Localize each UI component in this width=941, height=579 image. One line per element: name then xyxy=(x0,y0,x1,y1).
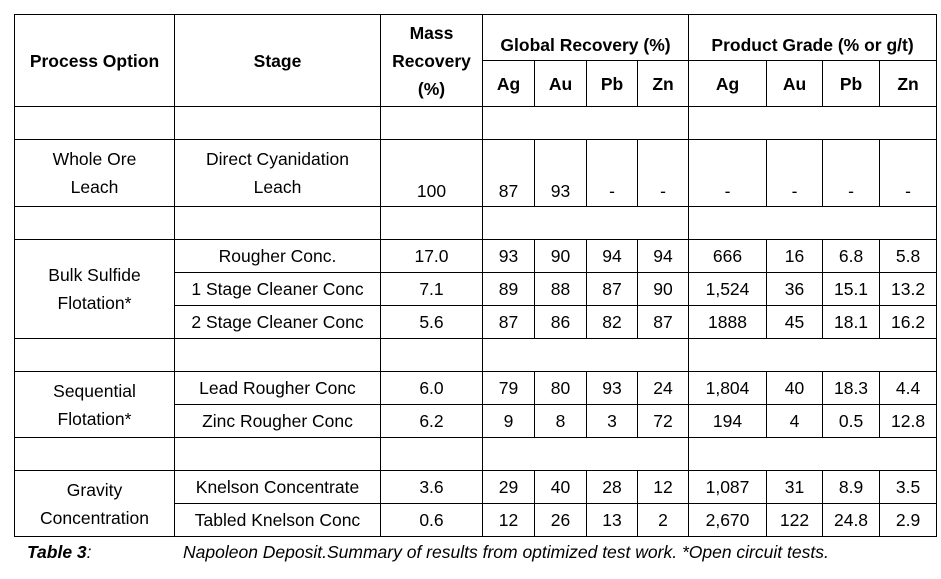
grade-pb-cell: 24.8 xyxy=(823,504,880,537)
process-option-line: Sequential xyxy=(53,380,136,401)
stage-cell: 1 Stage Cleaner Conc xyxy=(175,273,381,306)
spacer-cell xyxy=(689,438,937,471)
header-rec-ag: Ag xyxy=(483,61,535,107)
spacer-row xyxy=(15,438,937,471)
caption-text: Napoleon Deposit.Summary of results from optimized test work. *Open circuit tests. xyxy=(183,542,829,562)
grade-au-cell: 122 xyxy=(767,504,823,537)
header-product-grade: Product Grade (% or g/t) xyxy=(689,15,937,61)
grade-pb-cell: 6.8 xyxy=(823,240,880,273)
grade-ag-cell: 194 xyxy=(689,405,767,438)
recovery-ag-cell: 79 xyxy=(483,372,535,405)
table-row xyxy=(15,140,937,207)
recovery-zn-cell: 2 xyxy=(638,504,689,537)
spacer-cell xyxy=(483,438,689,471)
header-grade-pb: Pb xyxy=(823,61,880,107)
grade-au-cell: 40 xyxy=(767,372,823,405)
recovery-au-cell: 40 xyxy=(535,471,587,504)
mass-recovery-cell: 5.6 xyxy=(381,306,483,339)
recovery-pb-cell: 94 xyxy=(587,240,638,273)
recovery-pb-cell: 82 xyxy=(587,306,638,339)
header-grade-ag: Ag xyxy=(689,61,767,107)
grade-au-cell: - xyxy=(767,140,823,207)
recovery-zn-cell: 90 xyxy=(638,273,689,306)
recovery-ag-cell: 87 xyxy=(483,140,535,207)
recovery-zn-cell: 12 xyxy=(638,471,689,504)
grade-pb-cell: 18.3 xyxy=(823,372,880,405)
grade-zn-cell: 5.8 xyxy=(880,240,937,273)
grade-au-cell: 31 xyxy=(767,471,823,504)
spacer-cell xyxy=(689,107,937,140)
recovery-au-cell: 8 xyxy=(535,405,587,438)
grade-pb-cell: - xyxy=(823,140,880,207)
grade-ag-cell: 1,804 xyxy=(689,372,767,405)
recovery-ag-cell: 12 xyxy=(483,504,535,537)
recovery-au-cell: 88 xyxy=(535,273,587,306)
grade-au-cell: 36 xyxy=(767,273,823,306)
process-option-line: Whole Ore xyxy=(52,149,137,169)
header-rec-zn: Zn xyxy=(638,61,689,107)
grade-ag-cell: 1,524 xyxy=(689,273,767,306)
spacer-cell xyxy=(175,339,381,372)
process-option-cell xyxy=(15,140,175,207)
caption-label: Table 3: xyxy=(27,542,92,562)
grade-ag-cell: 2,670 xyxy=(689,504,767,537)
table-row xyxy=(15,471,937,504)
process-option-cell xyxy=(15,372,175,438)
process-option-line: Gravity xyxy=(66,479,123,500)
spacer-cell xyxy=(15,207,175,240)
recovery-ag-cell: 93 xyxy=(483,240,535,273)
recovery-pb-cell: - xyxy=(587,140,638,207)
recovery-pb-cell: 13 xyxy=(587,504,638,537)
stage-cell xyxy=(175,140,381,207)
spacer-cell xyxy=(483,107,689,140)
process-option-line: Leach xyxy=(70,177,119,197)
spacer-cell xyxy=(15,339,175,372)
grade-ag-cell: 1,087 xyxy=(689,471,767,504)
grade-zn-cell: 2.9 xyxy=(880,504,937,537)
grade-zn-cell: 3.5 xyxy=(880,471,937,504)
recovery-ag-cell: 89 xyxy=(483,273,535,306)
stage-line: Leach xyxy=(253,177,302,197)
stage-cell: Knelson Concentrate xyxy=(175,471,381,504)
header-rec-au: Au xyxy=(535,61,587,107)
mass-recovery-cell: 6.0 xyxy=(381,372,483,405)
spacer-cell xyxy=(175,107,381,140)
grade-au-cell: 4 xyxy=(767,405,823,438)
spacer-cell xyxy=(483,207,689,240)
stage-line: Direct Cyanidation xyxy=(206,149,349,169)
spacer-cell xyxy=(689,339,937,372)
mass-recovery-cell: 100 xyxy=(381,140,483,207)
mass-recovery-cell: 6.2 xyxy=(381,405,483,438)
header-mass-recovery xyxy=(381,15,483,107)
recovery-zn-cell: 24 xyxy=(638,372,689,405)
spacer-row xyxy=(15,107,937,140)
table-row xyxy=(15,240,937,273)
grade-pb-cell: 15.1 xyxy=(823,273,880,306)
recovery-au-cell: 93 xyxy=(535,140,587,207)
process-option-cell xyxy=(15,240,175,339)
spacer-cell xyxy=(15,438,175,471)
spacer-cell xyxy=(381,339,483,372)
recovery-pb-cell: 87 xyxy=(587,273,638,306)
spacer-cell xyxy=(381,438,483,471)
grade-zn-cell: - xyxy=(880,140,937,207)
grade-pb-cell: 8.9 xyxy=(823,471,880,504)
grade-zn-cell: 12.8 xyxy=(880,405,937,438)
header-mass-line1: Mass xyxy=(409,22,454,43)
grade-zn-cell: 16.2 xyxy=(880,306,937,339)
results-table xyxy=(14,14,937,537)
mass-recovery-cell: 3.6 xyxy=(381,471,483,504)
process-option-line: Flotation* xyxy=(57,293,132,313)
grade-ag-cell: 666 xyxy=(689,240,767,273)
stage-cell: Rougher Conc. xyxy=(175,240,381,273)
spacer-cell xyxy=(381,207,483,240)
recovery-zn-cell: - xyxy=(638,140,689,207)
stage-cell: Zinc Rougher Conc xyxy=(175,405,381,438)
header-rec-pb: Pb xyxy=(587,61,638,107)
header-grade-au: Au xyxy=(767,61,823,107)
recovery-au-cell: 90 xyxy=(535,240,587,273)
table-row xyxy=(15,372,937,405)
process-option-line: Bulk Sulfide xyxy=(48,265,141,285)
grade-ag-cell: - xyxy=(689,140,767,207)
header-mass-line3: (%) xyxy=(417,78,446,99)
header-global-recovery: Global Recovery (%) xyxy=(483,15,689,61)
recovery-au-cell: 80 xyxy=(535,372,587,405)
recovery-pb-cell: 93 xyxy=(587,372,638,405)
recovery-pb-cell: 28 xyxy=(587,471,638,504)
recovery-au-cell: 26 xyxy=(535,504,587,537)
grade-au-cell: 16 xyxy=(767,240,823,273)
stage-cell: Lead Rougher Conc xyxy=(175,372,381,405)
spacer-cell xyxy=(175,438,381,471)
spacer-cell xyxy=(483,339,689,372)
spacer-cell xyxy=(689,207,937,240)
process-option-cell xyxy=(15,471,175,537)
grade-zn-cell: 13.2 xyxy=(880,273,937,306)
header-grade-zn: Zn xyxy=(880,61,937,107)
recovery-zn-cell: 87 xyxy=(638,306,689,339)
spacer-row xyxy=(15,207,937,240)
grade-au-cell: 45 xyxy=(767,306,823,339)
header-row-1 xyxy=(15,15,937,61)
grade-pb-cell: 18.1 xyxy=(823,306,880,339)
header-process-option: Process Option xyxy=(15,15,175,107)
recovery-ag-cell: 9 xyxy=(483,405,535,438)
recovery-pb-cell: 3 xyxy=(587,405,638,438)
grade-pb-cell: 0.5 xyxy=(823,405,880,438)
process-option-line: Concentration xyxy=(40,507,149,528)
header-stage: Stage xyxy=(175,15,381,107)
stage-cell: Tabled Knelson Conc xyxy=(175,504,381,537)
mass-recovery-cell: 7.1 xyxy=(381,273,483,306)
spacer-cell xyxy=(175,207,381,240)
spacer-cell xyxy=(15,107,175,140)
grade-zn-cell: 4.4 xyxy=(880,372,937,405)
recovery-ag-cell: 29 xyxy=(483,471,535,504)
header-mass-line2: Recovery xyxy=(392,50,471,71)
mass-recovery-cell: 0.6 xyxy=(381,504,483,537)
recovery-au-cell: 86 xyxy=(535,306,587,339)
spacer-row xyxy=(15,339,937,372)
grade-ag-cell: 1888 xyxy=(689,306,767,339)
stage-cell: 2 Stage Cleaner Conc xyxy=(175,306,381,339)
process-option-line: Flotation* xyxy=(57,408,132,429)
spacer-cell xyxy=(381,107,483,140)
recovery-zn-cell: 72 xyxy=(638,405,689,438)
recovery-ag-cell: 87 xyxy=(483,306,535,339)
mass-recovery-cell: 17.0 xyxy=(381,240,483,273)
recovery-zn-cell: 94 xyxy=(638,240,689,273)
